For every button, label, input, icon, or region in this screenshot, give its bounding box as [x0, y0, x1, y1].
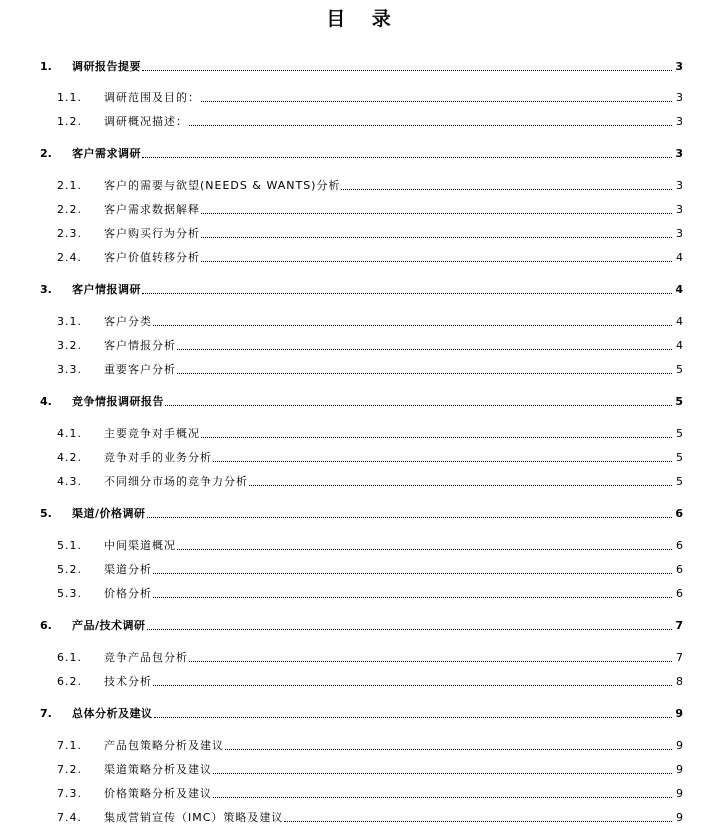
- toc-entry-page-number[interactable]: 9: [676, 763, 683, 776]
- toc-entry-label[interactable]: 调研范围及目的：: [104, 91, 200, 104]
- toc-section-entry[interactable]: [0, 506, 727, 520]
- dot-leader: [284, 819, 672, 822]
- toc-entry-page-number[interactable]: 3: [675, 147, 683, 160]
- toc-entry-number: 4.3.: [57, 475, 82, 488]
- toc-entry-label[interactable]: 价格分析: [104, 587, 152, 600]
- dot-leader: [189, 659, 672, 662]
- toc-entry-number: 2.3.: [57, 227, 82, 240]
- toc-entry-number: 5.: [40, 507, 52, 520]
- toc-entry-page-number[interactable]: 6: [676, 539, 683, 552]
- dot-leader: [142, 68, 672, 71]
- toc-subsection-entry[interactable]: [0, 762, 727, 776]
- toc-entry-page-number[interactable]: 9: [676, 811, 683, 824]
- dot-leader: [153, 683, 672, 686]
- toc-subsection-entry[interactable]: [0, 114, 727, 128]
- toc-entry-label[interactable]: 客户分类: [104, 315, 152, 328]
- toc-entry-page-number[interactable]: 6: [676, 587, 683, 600]
- dot-leader: [201, 99, 672, 102]
- toc-entry-page-number[interactable]: 7: [676, 651, 683, 664]
- toc-entry-number: 7.4.: [57, 811, 82, 824]
- toc-entry-number: 7.1.: [57, 739, 82, 752]
- toc-subsection-entry[interactable]: [0, 250, 727, 264]
- toc-subsection-entry[interactable]: [0, 202, 727, 216]
- toc-entry-label[interactable]: 渠道/价格调研: [72, 507, 146, 520]
- toc-subsection-entry[interactable]: [0, 586, 727, 600]
- toc-entry-label[interactable]: 集成营销宣传（IMC）策略及建议: [104, 811, 284, 824]
- toc-entry-label[interactable]: 产品/技术调研: [72, 619, 146, 632]
- toc-subsection-entry[interactable]: [0, 474, 727, 488]
- toc-entry-number: 6.2.: [57, 675, 82, 688]
- toc-subsection-entry[interactable]: [0, 738, 727, 752]
- toc-entry-number: 4.2.: [57, 451, 82, 464]
- toc-entry-number: 5.3.: [57, 587, 82, 600]
- toc-entry-label[interactable]: 调研概况描述：: [104, 115, 188, 128]
- toc-entry-number: 3.2.: [57, 339, 82, 352]
- toc-section-entry[interactable]: [0, 706, 727, 720]
- toc-entry-number: 7.3.: [57, 787, 82, 800]
- toc-entry-label[interactable]: 主要竞争对手概况: [104, 427, 200, 440]
- dot-leader: [142, 155, 672, 158]
- toc-entry-number: 7.2.: [57, 763, 82, 776]
- dot-leader: [201, 211, 672, 214]
- dot-leader: [147, 627, 672, 630]
- dot-leader: [201, 235, 672, 238]
- dot-leader: [142, 291, 672, 294]
- toc-entry-number: 6.: [40, 619, 52, 632]
- toc-entry-label[interactable]: 中间渠道概况: [104, 539, 176, 552]
- toc-entry-number: 4.: [40, 395, 52, 408]
- toc-entry-number: 4.1.: [57, 427, 82, 440]
- dot-leader: [225, 747, 672, 750]
- toc-section-entry[interactable]: [0, 394, 727, 408]
- toc-entry-page-number[interactable]: 5: [676, 475, 683, 488]
- dot-leader: [213, 771, 672, 774]
- dot-leader: [165, 403, 672, 406]
- dot-leader: [341, 187, 672, 190]
- toc-entry-label[interactable]: 客户的需要与欲望(NEEDS & WANTS)分析: [104, 179, 341, 192]
- toc-subsection-entry[interactable]: [0, 338, 727, 352]
- toc-entry-label[interactable]: 渠道分析: [104, 563, 152, 576]
- toc-entry-number: 7.: [40, 707, 52, 720]
- dot-leader: [153, 571, 672, 574]
- toc-entry-page-number[interactable]: 6: [676, 563, 683, 576]
- toc-entry-label[interactable]: 不同细分市场的竞争力分析: [104, 475, 248, 488]
- toc-entry-number: 2.1.: [57, 179, 82, 192]
- toc-entry-number: 1.2.: [57, 115, 82, 128]
- toc-entry-number: 2.4.: [57, 251, 82, 264]
- toc-entry-label[interactable]: 竞争情报调研报告: [72, 395, 164, 408]
- toc-entry-number: 2.: [40, 147, 52, 160]
- toc-entry-number: 3.1.: [57, 315, 82, 328]
- toc-subsection-entry[interactable]: [0, 314, 727, 328]
- toc-entry-page-number[interactable]: 9: [675, 707, 683, 720]
- toc-entry-page-number[interactable]: 4: [676, 339, 683, 352]
- toc-subsection-entry[interactable]: [0, 562, 727, 576]
- toc-entry-number: 1.: [40, 60, 52, 73]
- dot-leader: [177, 547, 672, 550]
- toc-subsection-entry[interactable]: [0, 178, 727, 192]
- toc-entry-label[interactable]: 客户需求数据解释: [104, 203, 200, 216]
- toc-section-entry[interactable]: [0, 618, 727, 632]
- toc-entry-page-number[interactable]: 4: [676, 251, 683, 264]
- toc-entry-page-number[interactable]: 3: [676, 179, 683, 192]
- dot-leader: [177, 347, 672, 350]
- toc-section-entry[interactable]: [0, 282, 727, 296]
- toc-subsection-entry[interactable]: [0, 362, 727, 376]
- toc-entry-page-number[interactable]: 4: [676, 315, 683, 328]
- toc-entry-page-number[interactable]: 3: [676, 91, 683, 104]
- toc-entry-label[interactable]: 客户情报调研: [72, 283, 141, 296]
- toc-entry-page-number[interactable]: 3: [676, 115, 683, 128]
- toc-entry-label[interactable]: 渠道策略分析及建议: [104, 763, 212, 776]
- toc-entry-page-number[interactable]: 4: [675, 283, 683, 296]
- toc-entry-page-number[interactable]: 7: [675, 619, 683, 632]
- toc-entry-page-number[interactable]: 3: [675, 60, 683, 73]
- dot-leader: [201, 259, 672, 262]
- toc-subsection-entry[interactable]: [0, 674, 727, 688]
- toc-subsection-entry[interactable]: [0, 426, 727, 440]
- toc-entry-label[interactable]: 产品包策略分析及建议: [104, 739, 224, 752]
- toc-section-entry[interactable]: [0, 59, 727, 73]
- toc-entry-page-number[interactable]: 3: [676, 227, 683, 240]
- dot-leader: [189, 123, 672, 126]
- toc-entry-page-number[interactable]: 3: [676, 203, 683, 216]
- toc-subsection-entry[interactable]: [0, 538, 727, 552]
- toc-entry-label[interactable]: 技术分析: [104, 675, 152, 688]
- toc-entry-page-number[interactable]: 5: [675, 395, 683, 408]
- toc-entry-page-number[interactable]: 9: [676, 739, 683, 752]
- toc-entry-number: 1.1.: [57, 91, 82, 104]
- toc-subsection-entry[interactable]: [0, 226, 727, 240]
- toc-entry-page-number[interactable]: 5: [676, 427, 683, 440]
- toc-entry-label[interactable]: 客户价值转移分析: [104, 251, 200, 264]
- dot-leader: [147, 515, 672, 518]
- toc-entry-page-number[interactable]: 5: [676, 363, 683, 376]
- dot-leader: [153, 595, 672, 598]
- toc-entry-label[interactable]: 调研报告提要: [72, 60, 141, 73]
- toc-subsection-entry[interactable]: [0, 90, 727, 104]
- dot-leader: [201, 435, 672, 438]
- toc-entry-label[interactable]: 竞争产品包分析: [104, 651, 188, 664]
- toc-subsection-entry[interactable]: [0, 650, 727, 664]
- toc-entry-label[interactable]: 总体分析及建议: [72, 707, 153, 720]
- toc-subsection-entry[interactable]: [0, 450, 727, 464]
- toc-entry-number: 3.: [40, 283, 52, 296]
- page-title: 目 录: [326, 8, 401, 30]
- toc-entry-label[interactable]: 客户需求调研: [72, 147, 141, 160]
- toc-entry-label[interactable]: 客户购买行为分析: [104, 227, 200, 240]
- dot-leader: [177, 371, 672, 374]
- dot-leader: [249, 483, 672, 486]
- toc-section-entry[interactable]: [0, 146, 727, 160]
- toc-entry-page-number[interactable]: 9: [676, 787, 683, 800]
- dot-leader: [213, 459, 672, 462]
- toc-entry-page-number[interactable]: 5: [676, 451, 683, 464]
- dot-leader: [213, 795, 672, 798]
- toc-entry-page-number[interactable]: 6: [675, 507, 683, 520]
- toc-subsection-entry[interactable]: [0, 810, 727, 824]
- toc-entry-label[interactable]: 价格策略分析及建议: [104, 787, 212, 800]
- toc-subsection-entry[interactable]: [0, 786, 727, 800]
- toc-entry-page-number[interactable]: 8: [676, 675, 683, 688]
- toc-entry-number: 5.1.: [57, 539, 82, 552]
- toc-entry-number: 2.2.: [57, 203, 82, 216]
- dot-leader: [154, 715, 673, 718]
- toc-entry-number: 6.1.: [57, 651, 82, 664]
- toc-entry-label[interactable]: 竞争对手的业务分析: [104, 451, 212, 464]
- toc-entry-label[interactable]: 客户情报分析: [104, 339, 176, 352]
- toc-entry-number: 3.3.: [57, 363, 82, 376]
- toc-entry-label[interactable]: 重要客户分析: [104, 363, 176, 376]
- toc-entry-number: 5.2.: [57, 563, 82, 576]
- dot-leader: [153, 323, 672, 326]
